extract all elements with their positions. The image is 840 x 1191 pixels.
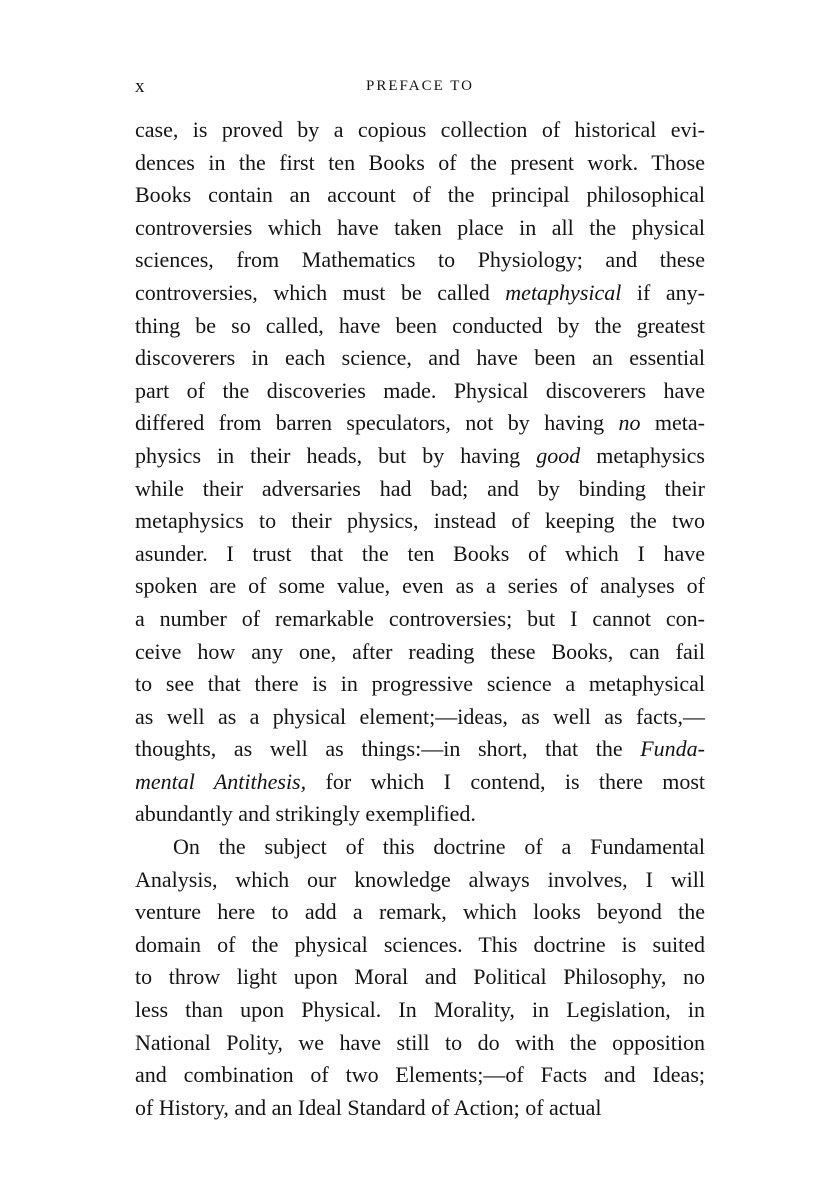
text-line: [135, 1059, 705, 1092]
text-run: spoken are of some value, even as a series of analyses of: [135, 573, 705, 599]
text-run: domain of the physical sciences. This doctrine is suited: [135, 931, 705, 957]
text-line: [135, 603, 705, 636]
text-run: of History, and an Ideal Standard of Action; of actual: [135, 1094, 602, 1120]
text-line: [135, 961, 705, 994]
text-run: meta-: [640, 410, 705, 436]
text-run: metaphysics: [580, 442, 705, 468]
text-run: and combination of two Elements;—of Facts and Ideas;: [135, 1062, 705, 1088]
text-run: abundantly and strikingly exemplified.: [135, 801, 476, 827]
text-line: [135, 766, 705, 799]
text-run: discoverers in each science, and have been an essential: [135, 345, 705, 371]
text-run: to see that there is in progressive science a metaphysical: [135, 671, 705, 697]
text-line: [135, 1092, 705, 1125]
text-run: thoughts, as well as things:—in short, that the: [135, 736, 641, 762]
text-line: [135, 505, 705, 538]
text-line: [135, 798, 705, 831]
italic-text: Funda-: [640, 736, 705, 762]
text-run: asunder. I trust that the ten Books of which I have: [135, 540, 705, 566]
text-run: part of the discoveries made. Physical discoverers have: [135, 377, 705, 403]
italic-text: mental Antithesis,: [135, 768, 307, 794]
text-line: [135, 375, 705, 408]
italic-text: good: [536, 442, 581, 468]
text-line: [135, 473, 705, 506]
text-run: Analysis, which our knowledge always involves, I will: [135, 866, 705, 892]
text-run: metaphysics to their physics, instead of keeping the two: [135, 508, 705, 534]
text-run: Books contain an account of the principal philosophical: [135, 182, 705, 208]
text-run: venture here to add a remark, which looks beyond the: [135, 899, 705, 925]
running-title: PREFACE TO: [366, 78, 474, 94]
text-line: [135, 538, 705, 571]
text-run: sciences, from Mathematics to Physiology; and these: [135, 247, 705, 273]
paragraph: [135, 114, 705, 831]
text-line: [135, 310, 705, 343]
text-line: [135, 864, 705, 897]
running-head: [135, 76, 705, 100]
text-run: as well as a physical element;—ideas, as well as facts,—: [135, 703, 705, 729]
text-run: National Polity, we have still to do with the opposition: [135, 1029, 705, 1055]
text-line: [135, 114, 705, 147]
text-run: physics in their heads, but by having: [135, 442, 537, 468]
text-line: [135, 212, 705, 245]
text-run: ceive how any one, after reading these Books, can fail: [135, 638, 705, 664]
text-line: [135, 831, 705, 864]
text-line: [135, 896, 705, 929]
text-line: [135, 636, 705, 669]
text-run: controversies which have taken place in all the physical: [135, 214, 705, 240]
text-run: a number of remarkable controversies; but I cannot con-: [135, 605, 705, 631]
text-line: [135, 994, 705, 1027]
text-line: [135, 147, 705, 180]
text-run: On the subject of this doctrine of a Fundamental: [173, 834, 705, 860]
text-run: dences in the first ten Books of the present work. Those: [135, 149, 705, 175]
text-line: [135, 668, 705, 701]
text-run: if any-: [621, 279, 705, 305]
text-line: [135, 929, 705, 962]
italic-text: metaphysical: [505, 279, 622, 305]
text-line: [135, 407, 705, 440]
text-run: thing be so called, have been conducted by the greatest: [135, 312, 705, 338]
text-line: [135, 701, 705, 734]
text-run: while their adversaries had bad; and by binding their: [135, 475, 705, 501]
text-run: differed from barren speculators, not by having: [135, 410, 619, 436]
page-number: x: [135, 76, 146, 97]
text-line: [135, 277, 705, 310]
text-line: [135, 440, 705, 473]
text-line: [135, 570, 705, 603]
text-line: [135, 342, 705, 375]
text-line: [135, 733, 705, 766]
text-line: [135, 244, 705, 277]
text-run: case, is proved by a copious collection of historical evi-: [135, 117, 705, 142]
italic-text: no: [618, 410, 641, 436]
text-line: [135, 1027, 705, 1060]
text-run: controversies, which must be called: [135, 279, 506, 305]
body-text: [135, 114, 705, 1124]
text-run: less than upon Physical. In Morality, in Legislation, in: [135, 997, 705, 1023]
text-run: to throw light upon Moral and Political Philosophy, no: [135, 964, 705, 990]
text-run: for which I contend, is there most: [306, 768, 705, 794]
text-line: [135, 179, 705, 212]
paragraph: [135, 831, 705, 1124]
